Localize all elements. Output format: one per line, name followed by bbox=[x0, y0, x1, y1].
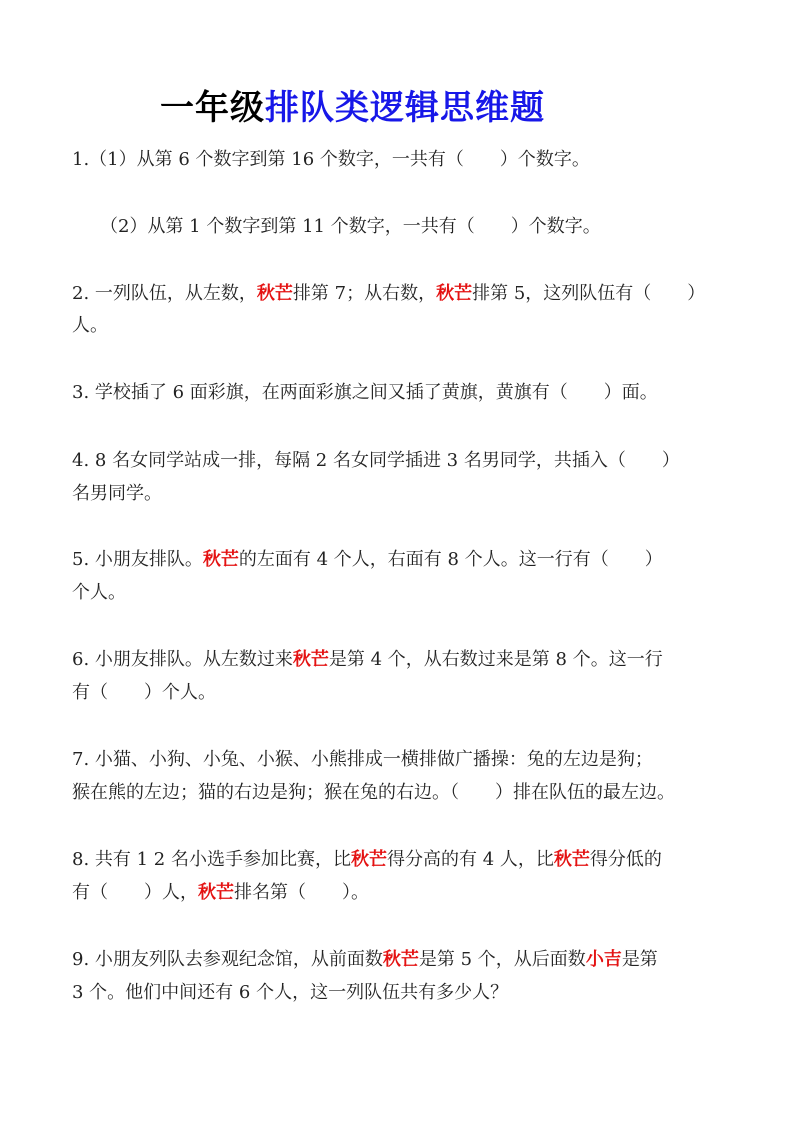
question-5-line-1 bbox=[72, 545, 732, 575]
question-6-line-2 bbox=[72, 678, 732, 708]
question-text: 人。 bbox=[72, 315, 108, 336]
name-highlight: 小吉 bbox=[585, 949, 622, 970]
question-text: 3 个。他们中间还有 6 个人，这一列队伍共有多少人？ bbox=[72, 982, 509, 1003]
question-text: 的左面有 4 个人，右面有 8 个人。这一行有（ ） bbox=[238, 549, 663, 570]
question-8-line-1 bbox=[72, 845, 732, 875]
question-text: 3. 学校插了 6 面彩旗，在两面彩旗之间又插了黄旗，黄旗有（ ）面。 bbox=[72, 382, 658, 403]
question-text: （2）从第 1 个数字到第 11 个数字，一共有（ ）个数字。 bbox=[100, 216, 601, 237]
question-text: 8. 共有 1 2 名小选手参加比赛，比 bbox=[72, 849, 351, 870]
question-9-line-2 bbox=[72, 978, 732, 1008]
name-highlight: 秋芒 bbox=[202, 549, 239, 570]
question-text: 是第 bbox=[621, 949, 658, 970]
question-2-line-2 bbox=[72, 311, 732, 341]
question-text: 排第 5，这列队伍有（ ） bbox=[472, 283, 706, 304]
title-topic: 排队类逻辑思维题 bbox=[265, 88, 545, 128]
question-text: 6. 小朋友排队。从左数过来 bbox=[72, 649, 293, 670]
question-4-line-1 bbox=[72, 446, 732, 476]
question-text: 7. 小猫、小狗、小兔、小猴、小熊排成一横排做广播操：兔的左边是狗； bbox=[72, 749, 653, 770]
question-6-line-1 bbox=[72, 645, 732, 675]
question-text: 4. 8 名女同学站成一排，每隔 2 名女同学插进 3 名男同学，共插入（ ） bbox=[72, 450, 680, 471]
question-text: 是第 4 个，从右数过来是第 8 个。这一行 bbox=[328, 649, 663, 670]
question-9-line-1 bbox=[72, 945, 732, 975]
question-text: 有（ ）人， bbox=[72, 882, 198, 903]
question-4-line-2 bbox=[72, 479, 732, 509]
question-text: 有（ ）个人。 bbox=[72, 682, 216, 703]
name-highlight: 秋芒 bbox=[553, 849, 590, 870]
question-text: 排名第（ ）。 bbox=[234, 882, 369, 903]
name-highlight: 秋芒 bbox=[198, 882, 234, 903]
question-7-line-1 bbox=[72, 745, 732, 775]
question-text: 排第 7；从右数， bbox=[292, 283, 437, 304]
question-text: 猴在熊的左边；猫的右边是狗；猴在兔的右边。（ ）排在队伍的最左边。 bbox=[72, 782, 675, 803]
title-grade: 一年级 bbox=[160, 88, 265, 128]
question-8-line-2 bbox=[72, 878, 732, 908]
question-7-line-2 bbox=[72, 778, 732, 808]
question-text: 是第 5 个，从后面数 bbox=[418, 949, 586, 970]
question-text: 9. 小朋友列队去参观纪念馆，从前面数 bbox=[72, 949, 383, 970]
question-text: 得分高的有 4 人，比 bbox=[386, 849, 554, 870]
question-text: 1.（1）从第 6 个数字到第 16 个数字，一共有（ ）个数字。 bbox=[72, 149, 590, 170]
question-text: 个人。 bbox=[72, 582, 126, 603]
question-text: 名男同学。 bbox=[72, 483, 162, 504]
name-highlight: 秋芒 bbox=[436, 283, 473, 304]
question-1-part-2 bbox=[100, 212, 760, 242]
question-text: 得分低的 bbox=[589, 849, 662, 870]
question-5-line-2 bbox=[72, 578, 732, 608]
page-title bbox=[160, 82, 580, 134]
question-text: 2. 一列队伍，从左数， bbox=[72, 283, 257, 304]
name-highlight: 秋芒 bbox=[350, 849, 387, 870]
name-highlight: 秋芒 bbox=[382, 949, 419, 970]
name-highlight: 秋芒 bbox=[256, 283, 293, 304]
question-1-part-1 bbox=[72, 145, 732, 175]
question-2-line-1 bbox=[72, 279, 732, 309]
question-3 bbox=[72, 378, 732, 408]
question-text: 5. 小朋友排队。 bbox=[72, 549, 203, 570]
name-highlight: 秋芒 bbox=[292, 649, 329, 670]
